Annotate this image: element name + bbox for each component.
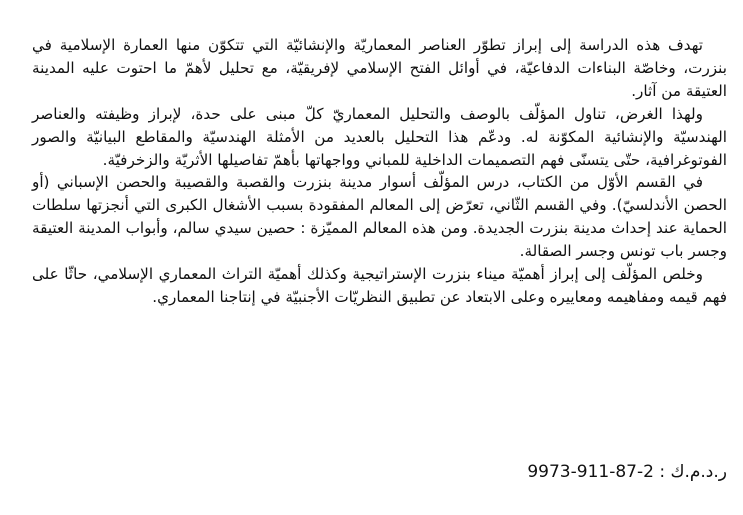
paragraph-conclusion: وخلص المؤلّف إلى إبراز أهميّة ميناء بنزرت الإستراتيجية وكذلك أهميّة التراث المعماري الإسلامي، حاثّا على فهم قيمه ومفاهيمه ومعاييره وعلى الابتعاد عن تطبيق النظريّات الأجنبيّة في إنتاجنا المعماري. — [32, 265, 727, 306]
paragraph-method: ولهذا الغرض، تناول المؤلّف بالوصف والتحليل المعماريّ كلّ مبنى على حدة، لإبراز وظيفته والعناصر الهندسيّة والإنشائية المكوّنة له. ودعّم هذا التحليل بالعديد من الأمثلة الهندسيّة والمقاطع البيانيّة والصور الفوتوغرافية، حتّى يتسنّى فهم التصميمات الداخلية للمباني وواجهاتها بأهمّ تفاصيلها الأثريّة والزخرفيّة. — [32, 104, 727, 169]
body-text — [32, 34, 727, 309]
isbn-label: ر.د.م.ك : — [653, 462, 727, 482]
isbn-number: 9973-911-87-2 — [527, 462, 654, 482]
paragraph-contents: في القسم الأوّل من الكتاب، درس المؤلّف أسوار مدينة بنزرت والقصبة والقصيبة والحصن الإسباني (أو الحصن الأندلسيّ). وفي القسم الثّاني، تعرّض إلى المعالم المفقودة بسبب الأشغال الكبرى التي أنجزتها سلطات الحماية عند إحداث مدينة بنزرت الجديدة. ومن هذه المعالم المميّزة : حصين سيدي سالم، وأبواب المدينة العتيقة وجسر باب تونس وجسر الصقالة. — [32, 173, 727, 261]
paragraph-intro: تهدف هذه الدراسة إلى إبراز تطوّر العناصر المعماريّة والإنشائيّة التي تتكوّن منها العمارة الإسلامية في بنزرت، وخاصّة البناءات الدفاعيّة، في أوائل الفتح الإسلامي لإفريقيّة، مع تحليل لأهمّ ما احتوت عليه المدينة العتيقة من آثار. — [32, 36, 727, 100]
isbn-line — [377, 460, 727, 484]
